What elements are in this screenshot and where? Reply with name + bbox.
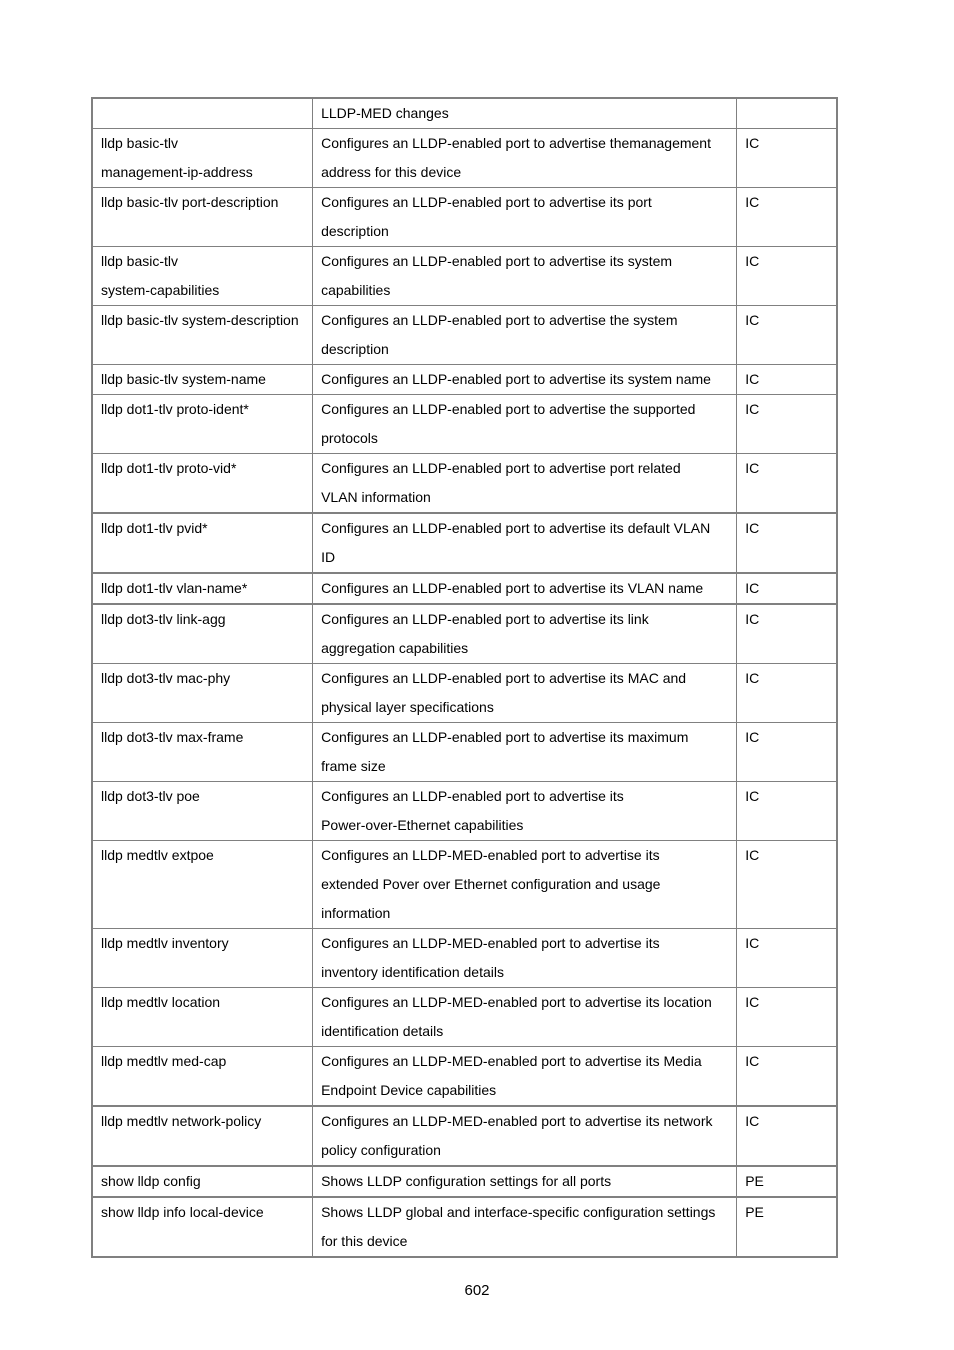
command-cell: lldp dot1-tlv proto-ident* [92, 395, 313, 454]
mode-cell: IC [737, 129, 837, 188]
table-row [92, 306, 837, 365]
table-row [92, 664, 837, 723]
mode-cell: IC [737, 513, 837, 573]
table-row [92, 604, 837, 664]
mode-cell: IC [737, 188, 837, 247]
mode-cell: IC [737, 723, 837, 782]
command-cell: show lldp info local-device [92, 1197, 313, 1257]
command-cell: lldp dot3-tlv mac-phy [92, 664, 313, 723]
mode-cell: IC [737, 664, 837, 723]
function-cell: Configures an LLDP-enabled port to advertise its link aggregation capabilities [313, 604, 737, 664]
mode-cell: IC [737, 929, 837, 988]
table-row [92, 1047, 837, 1107]
function-cell: Configures an LLDP-enabled port to advertise its VLAN name [313, 573, 737, 604]
command-cell: lldp medtlv location [92, 988, 313, 1047]
command-cell: lldp medtlv inventory [92, 929, 313, 988]
mode-cell: IC [737, 573, 837, 604]
function-cell: Shows LLDP configuration settings for all ports [313, 1166, 737, 1197]
function-cell: Configures an LLDP-enabled port to advertise its default VLAN ID [313, 513, 737, 573]
command-cell: lldp basic-tlv port-description [92, 188, 313, 247]
mode-cell: PE [737, 1166, 837, 1197]
command-cell: lldp basic-tlv system-capabilities [92, 247, 313, 306]
mode-cell: IC [737, 782, 837, 841]
table-row [92, 988, 837, 1047]
function-cell: Shows LLDP global and interface-specific configuration settings for this device [313, 1197, 737, 1257]
mode-cell: IC [737, 988, 837, 1047]
mode-cell: PE [737, 1197, 837, 1257]
table-row [92, 1197, 837, 1257]
mode-cell: IC [737, 395, 837, 454]
function-cell: Configures an LLDP-MED-enabled port to advertise its inventory identification details [313, 929, 737, 988]
function-cell: Configures an LLDP-enabled port to advertise the system description [313, 306, 737, 365]
function-cell: Configures an LLDP-enabled port to advertise themanagement address for this device [313, 129, 737, 188]
function-cell: Configures an LLDP-enabled port to advertise its maximum frame size [313, 723, 737, 782]
function-cell: Configures an LLDP-enabled port to advertise its system name [313, 365, 737, 395]
mode-cell: IC [737, 247, 837, 306]
function-cell: Configures an LLDP-enabled port to advertise its port description [313, 188, 737, 247]
table-row [92, 454, 837, 514]
table-row [92, 841, 837, 929]
command-cell: lldp basic-tlv system-name [92, 365, 313, 395]
table-row [92, 188, 837, 247]
mode-cell: IC [737, 604, 837, 664]
table-row [92, 247, 837, 306]
function-cell: Configures an LLDP-enabled port to advertise its MAC and physical layer specifications [313, 664, 737, 723]
command-table [91, 97, 838, 1258]
table-row [92, 98, 837, 129]
mode-cell: IC [737, 1106, 837, 1166]
function-cell: Configures an LLDP-enabled port to advertise port related VLAN information [313, 454, 737, 514]
command-cell: lldp dot1-tlv proto-vid* [92, 454, 313, 514]
table-row [92, 723, 837, 782]
function-cell: Configures an LLDP-enabled port to advertise its system capabilities [313, 247, 737, 306]
function-cell: Configures an LLDP-enabled port to advertise the supported protocols [313, 395, 737, 454]
mode-cell: IC [737, 306, 837, 365]
mode-cell [737, 98, 837, 129]
mode-cell: IC [737, 454, 837, 514]
command-cell: lldp dot3-tlv link-agg [92, 604, 313, 664]
table-row [92, 1106, 837, 1166]
command-cell: lldp dot1-tlv pvid* [92, 513, 313, 573]
command-cell: lldp basic-tlv system-description [92, 306, 313, 365]
table-row [92, 513, 837, 573]
command-cell: lldp medtlv med-cap [92, 1047, 313, 1107]
command-cell [92, 98, 313, 129]
function-cell: LLDP-MED changes [313, 98, 737, 129]
mode-cell: IC [737, 841, 837, 929]
command-cell: lldp dot3-tlv poe [92, 782, 313, 841]
command-cell: lldp dot1-tlv vlan-name* [92, 573, 313, 604]
table-row [92, 365, 837, 395]
function-cell: Configures an LLDP-enabled port to advertise its Power-over-Ethernet capabilities [313, 782, 737, 841]
table-row [92, 929, 837, 988]
function-cell: Configures an LLDP-MED-enabled port to advertise its network policy configuration [313, 1106, 737, 1166]
table-row [92, 782, 837, 841]
command-cell: show lldp config [92, 1166, 313, 1197]
function-cell: Configures an LLDP-MED-enabled port to advertise its extended Pover over Ethernet configuration and usage information [313, 841, 737, 929]
table-row [92, 395, 837, 454]
page-number: 602 [464, 1282, 490, 1299]
command-cell: lldp medtlv extpoe [92, 841, 313, 929]
mode-cell: IC [737, 365, 837, 395]
table-row [92, 573, 837, 604]
table-row [92, 129, 837, 188]
mode-cell: IC [737, 1047, 837, 1107]
command-cell: lldp medtlv network-policy [92, 1106, 313, 1166]
command-cell: lldp basic-tlv management-ip-address [92, 129, 313, 188]
function-cell: Configures an LLDP-MED-enabled port to advertise its Media Endpoint Device capabilities [313, 1047, 737, 1107]
function-cell: Configures an LLDP-MED-enabled port to advertise its location identification details [313, 988, 737, 1047]
table-row [92, 1166, 837, 1197]
command-cell: lldp dot3-tlv max-frame [92, 723, 313, 782]
